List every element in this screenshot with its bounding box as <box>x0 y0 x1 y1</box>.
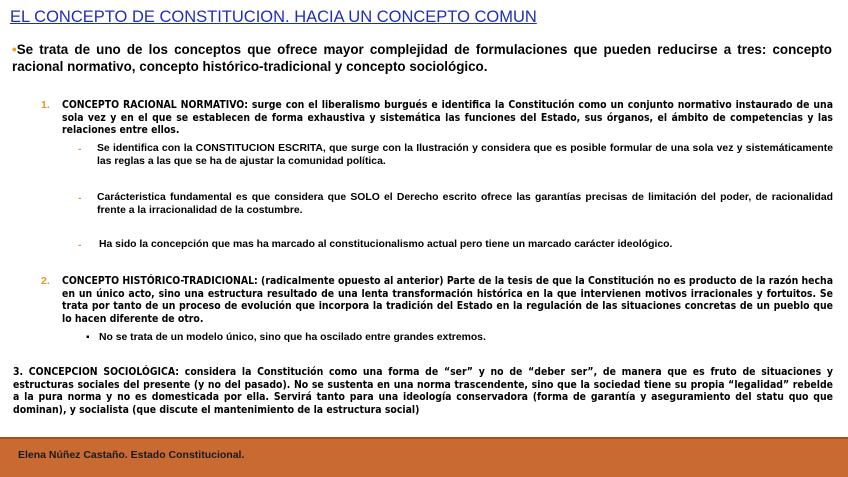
dash-marker: - <box>78 143 82 155</box>
item-racional-normativo: CONCEPTO RACIONAL NORMATIVO: surge con el liberalismo burgués e identifica la Constitución como un conjunto normativo instaurado de una sola vez y en el que se establecen de forma exhaustiva y sistemática las funciones del Estado, sus órganos, el ámbito de competencias y las relaciones entre ellos. <box>62 99 833 137</box>
footer-divider <box>0 437 848 439</box>
item-number: 2. <box>41 275 50 287</box>
subpoint-caracteristica: Carácteristica fundamental es que considera que SOLO el Derecho escrito ofrece las garantías precisas de limitación del poder, de racionalidad frente a la irracionalidad de la costumbre. <box>97 192 833 216</box>
bullet-icon: • <box>12 42 17 57</box>
intro-paragraph <box>12 41 832 75</box>
subpoint-modelo: No se trata de un modelo único, sino que ha oscilado entre grandes extremos. <box>99 332 486 343</box>
subpoint-concepcion: Ha sido la concepción que mas ha marcado al constitucionalismo actual pero tiene un marcado carácter ideológico. <box>99 239 673 250</box>
item-sociologica: 3. CONCEPCION SOCIOLÓGICA: considera la Constitución como una forma de “ser” y no de “deber ser”, de manera que es fruto de situaciones y estructuras sociales del presente (y no del pasado). No se sustenta en una norma trascendente, sino que la sociedad tiene su propia “legalidad” rebelde a la pura norma y no es domesticada por ella. Servirá tanto para una ideología conservadora (forma de garantía y aseguramiento del statu quo que dominan), y socialista (que discute el mantenimiento de la estructura social) <box>13 366 833 416</box>
slide-title: EL CONCEPTO DE CONSTITUCION. HACIA UN CONCEPTO COMUN <box>10 8 537 26</box>
subpoint-escrita: Se identifica con la CONSTITUCION ESCRITA, que surge con la Ilustración y considera que es posible formular de una sola vez y sistemáticamente las reglas a las que se ha de ajustar la comunidad política. <box>97 143 833 167</box>
dash-marker: - <box>78 192 82 204</box>
item-historico-tradicional: CONCEPTO HISTÓRICO-TRADICIONAL: (radicalmente opuesto al anterior) Parte de la tesis de que la Constitución no es producto de la razón hecha en un único acto, sino una estructura resultado de una lenta transformación histórica en la que intervienen motivos irracionales y fortuitos. Se trata por tanto de un proceso de evolución que incorpora la tradición del Estado en la regulación de las situaciones concretas de un pueblo que lo hacen diferente de otro. <box>62 275 833 325</box>
intro-text: Se trata de uno de los conceptos que ofrece mayor complejidad de formulaciones que pueden reducirse a tres: concepto racional normativo, concepto histórico-tradicional y concepto sociológico. <box>12 42 832 74</box>
footer-author: Elena Núñez Castaño. Estado Constitucional. <box>18 449 245 461</box>
item-number: 1. <box>41 99 50 111</box>
square-bullet-icon: ▪ <box>86 332 90 343</box>
dash-marker: - <box>78 239 82 251</box>
